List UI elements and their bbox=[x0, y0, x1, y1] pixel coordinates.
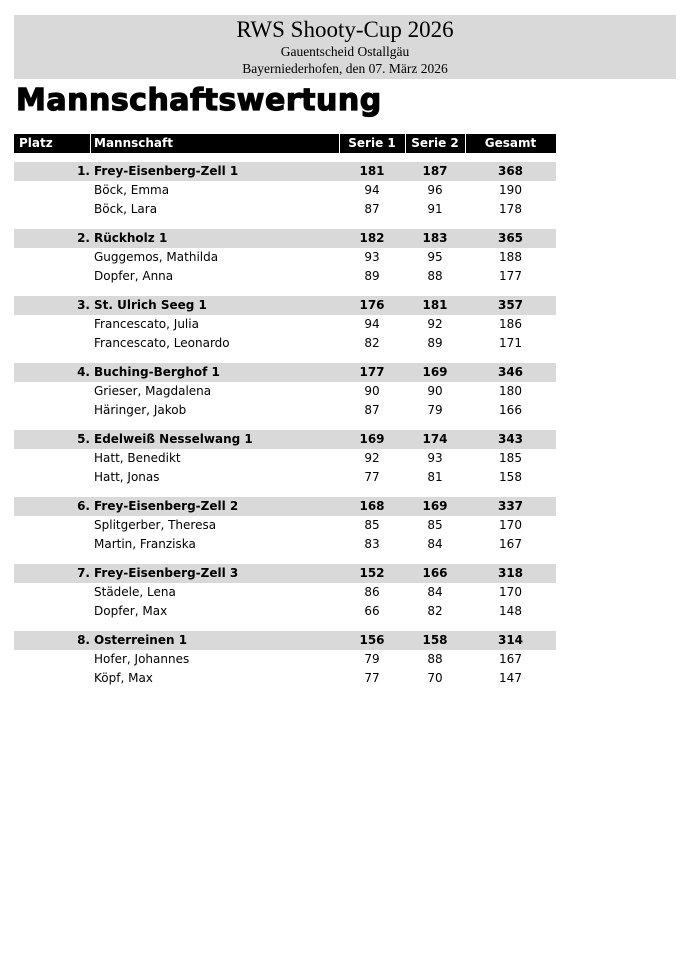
member-series1: 93 bbox=[364, 250, 380, 264]
team-block bbox=[14, 430, 556, 487]
header-band bbox=[14, 15, 676, 79]
member-total: 148 bbox=[499, 604, 522, 618]
member-total: 190 bbox=[499, 183, 522, 197]
member-series2: 95 bbox=[427, 250, 443, 264]
member-row bbox=[14, 583, 556, 602]
member-series2: 91 bbox=[427, 202, 443, 216]
member-series1: 92 bbox=[364, 451, 380, 465]
member-series2: 92 bbox=[427, 317, 443, 331]
member-total: 185 bbox=[499, 451, 522, 465]
member-series1: 89 bbox=[364, 269, 380, 283]
team-total: 343 bbox=[497, 432, 524, 446]
member-name: Böck, Lara bbox=[94, 202, 158, 216]
member-total: 186 bbox=[499, 317, 522, 331]
team-place: 5. bbox=[77, 432, 90, 446]
team-place: 2. bbox=[77, 231, 90, 245]
team-name: Frey-Eisenberg-Zell 2 bbox=[94, 499, 239, 513]
team-row bbox=[14, 363, 556, 382]
team-place: 1. bbox=[77, 164, 90, 178]
member-name: Martin, Franziska bbox=[94, 537, 196, 551]
team-place: 8. bbox=[77, 633, 90, 647]
member-total: 188 bbox=[499, 250, 522, 264]
team-name: Edelweiß Nesselwang 1 bbox=[94, 432, 253, 446]
member-total: 166 bbox=[499, 403, 522, 417]
member-row bbox=[14, 401, 556, 420]
member-name: Splitgerber, Theresa bbox=[94, 518, 217, 532]
team-block bbox=[14, 296, 556, 353]
team-place: 6. bbox=[77, 499, 90, 513]
member-series2: 88 bbox=[427, 269, 443, 283]
member-row bbox=[14, 516, 556, 535]
member-series1: 77 bbox=[364, 470, 380, 484]
member-series2: 82 bbox=[427, 604, 443, 618]
team-name: Buching-Berghof 1 bbox=[94, 365, 220, 379]
member-series2: 90 bbox=[427, 384, 443, 398]
member-row bbox=[14, 602, 556, 621]
member-name: Grieser, Magdalena bbox=[94, 384, 212, 398]
member-total: 147 bbox=[499, 671, 522, 685]
member-series1: 87 bbox=[364, 202, 380, 216]
member-row bbox=[14, 315, 556, 334]
column-header-team: Mannschaft bbox=[94, 136, 173, 150]
member-series1: 82 bbox=[364, 336, 380, 350]
member-name: Francescato, Julia bbox=[94, 317, 199, 331]
member-series2: 70 bbox=[427, 671, 443, 685]
member-series1: 86 bbox=[364, 585, 380, 599]
team-total: 346 bbox=[497, 365, 524, 379]
team-block bbox=[14, 564, 556, 621]
team-series2: 181 bbox=[422, 298, 448, 312]
team-name: Rückholz 1 bbox=[94, 231, 168, 245]
team-total: 368 bbox=[497, 164, 524, 178]
team-series1: 156 bbox=[359, 633, 385, 647]
team-block bbox=[14, 229, 556, 286]
member-total: 170 bbox=[499, 585, 522, 599]
member-name: Köpf, Max bbox=[94, 671, 153, 685]
column-header-place: Platz bbox=[19, 136, 53, 150]
organizer-line: Gauentscheid Ostallgäu bbox=[280, 44, 410, 59]
member-series2: 96 bbox=[427, 183, 443, 197]
member-series2: 84 bbox=[427, 585, 443, 599]
team-row bbox=[14, 497, 556, 516]
member-row bbox=[14, 200, 556, 219]
event-title: RWS Shooty-Cup 2026 bbox=[236, 17, 454, 42]
team-place: 7. bbox=[77, 566, 90, 580]
member-series1: 83 bbox=[364, 537, 380, 551]
member-series2: 85 bbox=[427, 518, 443, 532]
member-row bbox=[14, 334, 556, 353]
member-name: Hofer, Johannes bbox=[94, 652, 190, 666]
team-row bbox=[14, 296, 556, 315]
member-total: 171 bbox=[499, 336, 522, 350]
member-series2: 88 bbox=[427, 652, 443, 666]
member-total: 177 bbox=[499, 269, 522, 283]
member-row bbox=[14, 669, 556, 688]
member-row bbox=[14, 382, 556, 401]
team-total: 337 bbox=[497, 499, 524, 513]
team-row bbox=[14, 631, 556, 650]
team-name: St. Ulrich Seeg 1 bbox=[94, 298, 207, 312]
team-row bbox=[14, 229, 556, 248]
column-header-series2: Serie 2 bbox=[411, 136, 459, 150]
member-series1: 79 bbox=[364, 652, 380, 666]
team-series2: 169 bbox=[422, 499, 448, 513]
member-row bbox=[14, 181, 556, 200]
member-name: Böck, Emma bbox=[94, 183, 170, 197]
member-row bbox=[14, 267, 556, 286]
team-series1: 182 bbox=[359, 231, 385, 245]
team-block bbox=[14, 631, 556, 688]
member-row bbox=[14, 650, 556, 669]
member-name: Dopfer, Max bbox=[94, 604, 168, 618]
location-date-line: Bayerniederhofen, den 07. März 2026 bbox=[242, 61, 448, 76]
team-series1: 177 bbox=[359, 365, 385, 379]
member-total: 180 bbox=[499, 384, 522, 398]
member-series2: 81 bbox=[427, 470, 443, 484]
member-name: Guggemos, Mathilda bbox=[94, 250, 219, 264]
member-row bbox=[14, 248, 556, 267]
table-header-row bbox=[14, 134, 556, 153]
team-series2: 169 bbox=[422, 365, 448, 379]
member-series1: 94 bbox=[364, 317, 380, 331]
member-name: Hatt, Jonas bbox=[94, 470, 160, 484]
team-total: 318 bbox=[497, 566, 524, 580]
member-row bbox=[14, 535, 556, 554]
member-total: 158 bbox=[499, 470, 522, 484]
member-name: Hatt, Benedikt bbox=[94, 451, 181, 465]
page-title: Mannschaftswertung bbox=[16, 83, 382, 118]
member-row bbox=[14, 468, 556, 487]
team-block bbox=[14, 497, 556, 554]
member-total: 170 bbox=[499, 518, 522, 532]
member-series2: 89 bbox=[427, 336, 443, 350]
team-series1: 176 bbox=[359, 298, 385, 312]
team-list bbox=[14, 162, 556, 688]
team-series2: 183 bbox=[422, 231, 448, 245]
member-series1: 90 bbox=[364, 384, 380, 398]
team-name: Frey-Eisenberg-Zell 3 bbox=[94, 566, 239, 580]
member-series2: 84 bbox=[427, 537, 443, 551]
team-name: Frey-Eisenberg-Zell 1 bbox=[94, 164, 239, 178]
team-series1: 152 bbox=[359, 566, 385, 580]
member-row bbox=[14, 449, 556, 468]
member-series2: 93 bbox=[427, 451, 443, 465]
member-name: Dopfer, Anna bbox=[94, 269, 174, 283]
team-total: 314 bbox=[497, 633, 524, 647]
member-name: Städele, Lena bbox=[94, 585, 176, 599]
member-series1: 66 bbox=[364, 604, 380, 618]
team-name: Osterreinen 1 bbox=[94, 633, 188, 647]
member-series2: 79 bbox=[427, 403, 443, 417]
team-block bbox=[14, 162, 556, 219]
team-series2: 158 bbox=[422, 633, 448, 647]
team-series2: 174 bbox=[422, 432, 448, 446]
column-divider bbox=[90, 134, 91, 153]
member-name: Häringer, Jakob bbox=[94, 403, 187, 417]
team-series2: 187 bbox=[422, 164, 448, 178]
team-series2: 166 bbox=[422, 566, 448, 580]
team-total: 357 bbox=[497, 298, 524, 312]
results-table bbox=[14, 134, 556, 688]
member-name: Francescato, Leonardo bbox=[94, 336, 230, 350]
member-series1: 77 bbox=[364, 671, 380, 685]
team-row bbox=[14, 564, 556, 583]
member-total: 167 bbox=[499, 652, 522, 666]
member-series1: 85 bbox=[364, 518, 380, 532]
team-total: 365 bbox=[497, 231, 524, 245]
team-series1: 169 bbox=[359, 432, 385, 446]
team-place: 3. bbox=[77, 298, 90, 312]
member-total: 167 bbox=[499, 537, 522, 551]
team-series1: 181 bbox=[359, 164, 385, 178]
member-series1: 87 bbox=[364, 403, 380, 417]
team-row bbox=[14, 430, 556, 449]
team-block bbox=[14, 363, 556, 420]
column-header-series1: Serie 1 bbox=[348, 136, 396, 150]
team-place: 4. bbox=[77, 365, 90, 379]
member-series1: 94 bbox=[364, 183, 380, 197]
team-row bbox=[14, 162, 556, 181]
team-series1: 168 bbox=[359, 499, 385, 513]
member-total: 178 bbox=[499, 202, 522, 216]
column-header-total: Gesamt bbox=[484, 136, 537, 150]
